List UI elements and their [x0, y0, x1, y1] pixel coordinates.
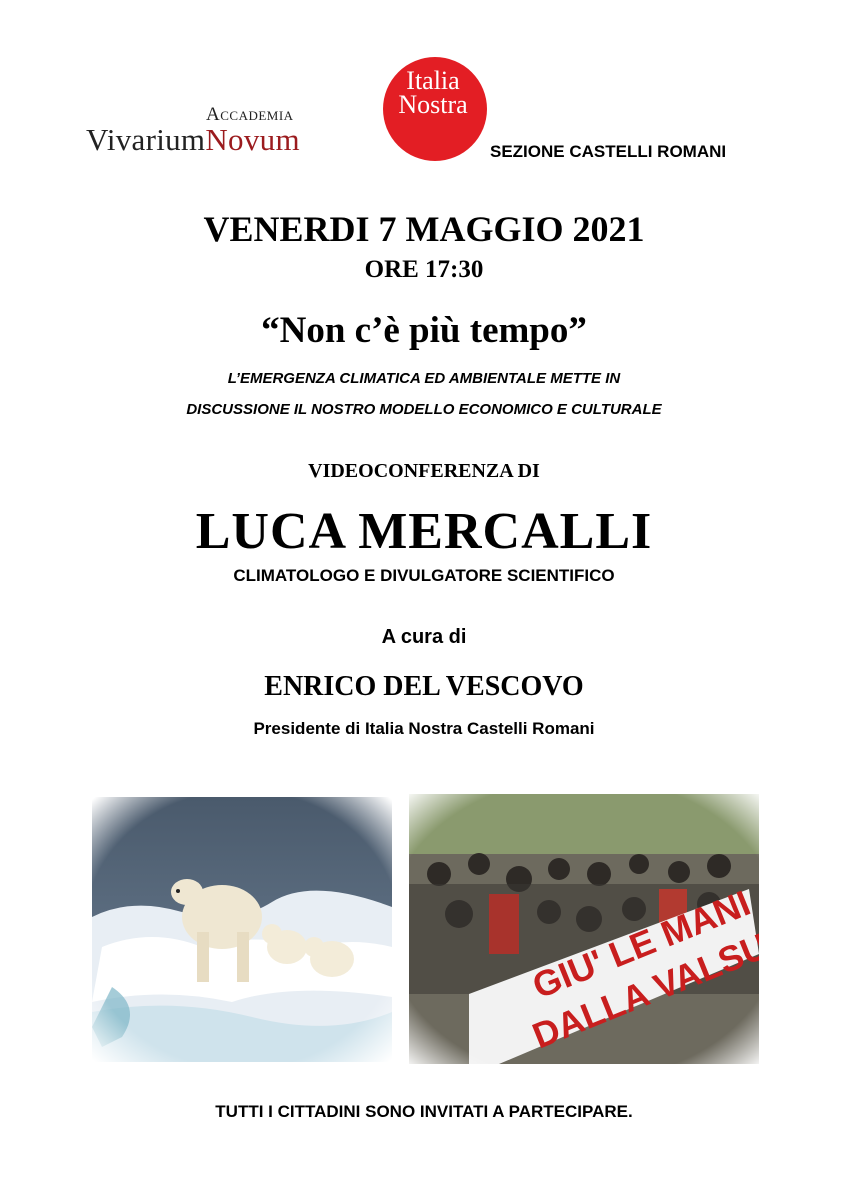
curator-name: ENRICO DEL VESCOVO: [264, 671, 584, 702]
format-label: VIDEOCONFERENZA DI: [308, 460, 540, 482]
event-date: VENERDI 7 MAGGIO 2021: [203, 209, 645, 249]
event-subtitle-line1: L’EMERGENZA CLIMATICA ED AMBIENTALE METTE IN: [227, 370, 621, 387]
speaker-role: CLIMATOLOGO E DIVULGATORE SCIENTIFICO: [233, 566, 615, 585]
curator-role: Presidente di Italia Nostra Castelli Romani: [253, 719, 595, 738]
section-label: SEZIONE CASTELLI ROMANI: [490, 142, 727, 161]
polar-bears-photo: [92, 797, 392, 1062]
event-subtitle-line2: DISCUSSIONE IL NOSTRO MODELLO ECONOMICO E CULTURALE: [186, 401, 662, 418]
event-title: “Non c’è più tempo”: [261, 310, 587, 351]
accademia-vivarium-novum-logo: [86, 100, 336, 160]
italia-nostra-logo-text: Italia Nostra: [398, 66, 468, 119]
curated-by-label: A cura di: [381, 626, 467, 648]
protest-march-photo: [409, 794, 759, 1064]
event-time: ORE 17:30: [364, 256, 484, 283]
logo-top-text: Accademia: [206, 104, 294, 125]
invitation-footer: TUTTI I CITTADINI SONO INVITATI A PARTECIPARE.: [215, 1102, 633, 1121]
italia-nostra-logo: [383, 57, 487, 161]
logo-main-text: VivariumNovum: [86, 122, 300, 157]
speaker-name: LUCA MERCALLI: [195, 503, 653, 560]
